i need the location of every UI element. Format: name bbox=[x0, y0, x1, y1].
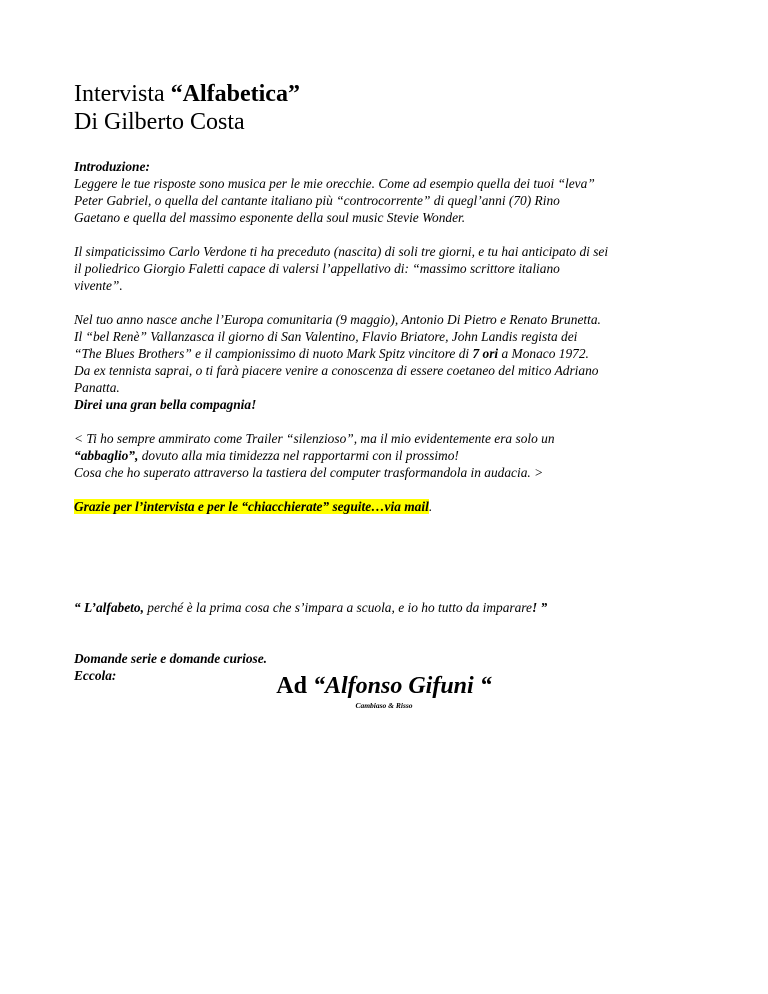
document-page bbox=[74, 80, 694, 684]
text-line: Eccola: bbox=[74, 668, 117, 683]
text-line: dovuto alla mia timidezza nel rapportarmi con il prossimo! bbox=[138, 448, 459, 463]
text-line: < Ti ho sempre ammirato come Trailer “silenzioso”, ma il mio evidentemente era solo un bbox=[74, 431, 555, 446]
text-line: Nel tuo anno nasce anche l’Europa comunitaria (9 maggio), Antonio Di Pietro e Renato Brunetta. bbox=[74, 312, 601, 327]
text-line: Domande serie e domande curiose. bbox=[74, 651, 268, 666]
alphabet-quote bbox=[74, 599, 694, 616]
quote-close: ! ” bbox=[531, 600, 548, 615]
quote-open: “ L’ bbox=[74, 600, 96, 615]
highlighted-thanks: Grazie per l’intervista e per le “chiacchierate” seguite…via mail bbox=[74, 499, 429, 514]
text-line: Gaetano e quella del massimo esponente della soul music Stevie Wonder. bbox=[74, 210, 466, 225]
dedication-prefix: Ad bbox=[276, 673, 313, 699]
text-line: Peter Gabriel, o quella del cantante italiano più “controcorrente” di quegl’anni (70) Rino bbox=[74, 193, 560, 208]
bold-text: alfabeto, bbox=[95, 600, 144, 615]
bold-text: “abbaglio”, bbox=[74, 448, 139, 463]
title-author: Di Gilberto Costa bbox=[74, 109, 245, 135]
title-bold: “Alfabetica” bbox=[170, 81, 300, 107]
text-line: Leggere le tue risposte sono musica per le mie orecchie. Come ad esempio quella dei tuoi “leva” bbox=[74, 176, 595, 191]
text-line: Cosa che ho superato attraverso la tastiera del computer trasformandola in audacia. > bbox=[74, 465, 544, 480]
text-line: il poliedrico Giorgio Faletti capace di valersi l’appellativo di: “massimo scrittore italiano bbox=[74, 261, 560, 276]
text-line: “The Blues Brothers” e il campionissimo di nuoto Mark Spitz vincitore di bbox=[74, 346, 473, 361]
title-prefix: Intervista bbox=[74, 81, 171, 107]
intro-heading-text: Introduzione: bbox=[74, 159, 150, 174]
text-line: . bbox=[428, 499, 433, 514]
intro-heading bbox=[74, 158, 694, 175]
dedication-title bbox=[0, 672, 768, 700]
dedication-name: “Alfonso Gifuni “ bbox=[312, 673, 492, 699]
text-line: Il “bel Renè” Vallanzasca il giorno di San Valentino, Flavio Briatore, John Landis regista dei bbox=[74, 329, 578, 344]
bold-text: 7 ori bbox=[472, 346, 499, 361]
text-line: vivente”. bbox=[74, 278, 123, 293]
text-line: Da ex tennista saprai, o ti farà piacere venire a conoscenza di essere coetaneo del mitico Adriano bbox=[74, 363, 599, 378]
dedication-credit: Cambiaso & Risso bbox=[355, 701, 413, 710]
intro-paragraph-2 bbox=[74, 243, 694, 294]
text-line: a Monaco 1972. bbox=[498, 346, 589, 361]
thanks-line bbox=[74, 498, 694, 515]
closing-remark: Direi una gran bella compagnia! bbox=[74, 397, 257, 412]
intro-paragraph-3 bbox=[74, 311, 694, 413]
document-title bbox=[74, 80, 694, 136]
text-line: Panatta. bbox=[74, 380, 120, 395]
intro-paragraph-1 bbox=[74, 175, 694, 226]
text-line: perché è la prima cosa che s’impara a scuola, e io ho tutto da imparare bbox=[143, 600, 532, 615]
quote-block bbox=[74, 430, 694, 481]
text-line: Il simpaticissimo Carlo Verdone ti ha preceduto (nascita) di soli tre giorni, e tu hai anticipato di sei bbox=[74, 244, 609, 259]
